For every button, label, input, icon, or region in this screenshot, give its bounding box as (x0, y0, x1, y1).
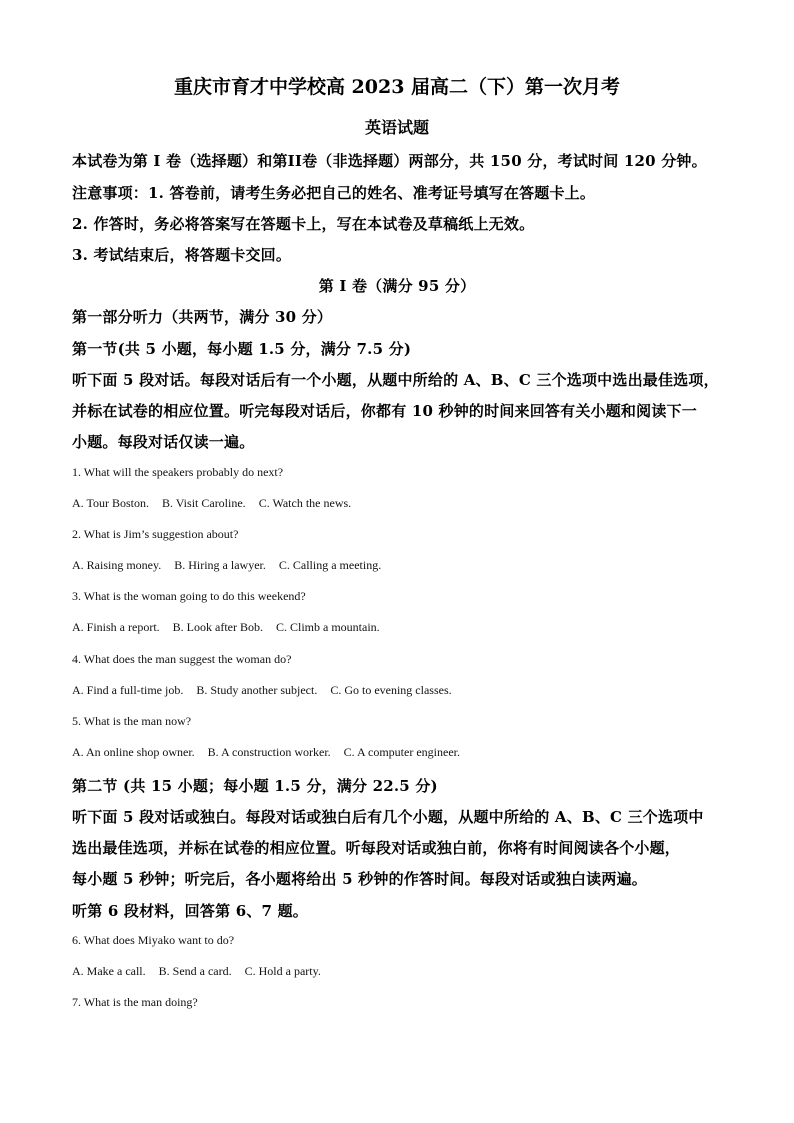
part1-title: 第一部分听力（共两节，满分 30 分） (72, 308, 333, 326)
question-stem: 2. What is Jim’s suggestion about? (72, 527, 239, 541)
question-stem: 4. What does the man suggest the woman do? (72, 652, 292, 666)
option-c: C. Calling a meeting. (278, 558, 382, 572)
option-b: B. Visit Caroline. (161, 496, 246, 510)
question-options (72, 496, 361, 511)
note-3: 3. 考试结束后，将答题卡交回。 (72, 246, 292, 264)
option-a: A. Tour Boston. (72, 496, 149, 510)
question-options (72, 558, 391, 573)
option-b: B. A construction worker. (207, 745, 331, 759)
question-stem: 6. What does Miyako want to do? (72, 933, 235, 947)
option-b: B. Hiring a lawyer. (174, 558, 266, 572)
option-c: C. Hold a party. (244, 964, 321, 978)
section1-directions-line: 小题。每段对话仅读一遍。 (72, 433, 255, 451)
option-a: A. Raising money. (72, 558, 162, 572)
question-stem: 7. What is the man doing? (72, 995, 198, 1009)
option-c: C. Climb a mountain. (275, 620, 380, 634)
page-title: 重庆市育才中学校高 2023 届高二（下）第一次月考 (173, 76, 621, 98)
intro-text: 本试卷为第 I 卷（选择题）和第II卷（非选择题）两部分，共 150 分，考试时间 120 分钟。 (72, 152, 707, 170)
question-options (72, 745, 470, 760)
option-c: C. Go to evening classes. (330, 683, 452, 697)
question-stem: 1. What will the speakers probably do next? (72, 465, 284, 479)
section2-directions-line: 选出最佳选项，并标在试卷的相应位置。听每段对话或独白前，你将有时间阅读各个小题， (72, 839, 681, 857)
option-a: A. An online shop owner. (72, 745, 195, 759)
subject-title: 英语试题 (364, 118, 429, 137)
option-c: C. A computer engineer. (343, 745, 460, 759)
question-options (72, 620, 390, 635)
option-a: A. Find a full-time job. (72, 683, 184, 697)
material-6-heading: 听第 6 段材料，回答第 6、7 题。 (72, 902, 309, 920)
option-b: B. Look after Bob. (172, 620, 263, 634)
section1-title: 第一节(共 5 小题，每小题 1.5 分，满分 7.5 分) (72, 340, 412, 358)
section2-title: 第二节 (共 15 小题；每小题 1.5 分，满分 22.5 分) (72, 777, 438, 795)
option-c: C. Watch the news. (258, 496, 352, 510)
option-b: B. Study another subject. (196, 683, 318, 697)
section1-directions-line: 听下面 5 段对话。每段对话后有一个小题，从题中所给的 A、B、C 三个选项中选出最佳选项， (72, 371, 719, 389)
note-1: 注意事项：1. 答卷前，请考生务必把自己的姓名、准考证号填写在答题卡上。 (72, 184, 596, 202)
note-2: 2. 作答时，务必将答案写在答题卡上，写在本试卷及草稿纸上无效。 (72, 215, 535, 233)
section2-directions-line: 听下面 5 段对话或独白。每段对话或独白后有几个小题，从题中所给的 A、B、C 三个选项中 (72, 808, 704, 826)
question-options (72, 964, 331, 979)
question-options (72, 683, 462, 698)
option-b: B. Send a card. (158, 964, 232, 978)
question-stem: 5. What is the man now? (72, 714, 192, 728)
question-stem: 3. What is the woman going to do this weekend? (72, 589, 306, 603)
section1-directions-line: 并标在试卷的相应位置。听完每段对话后，你都有 10 秒钟的时间来回答有关小题和阅读下一 (72, 402, 697, 420)
option-a: A. Make a call. (72, 964, 146, 978)
section2-directions-line: 每小题 5 秒钟；听完后，各小题将给出 5 秒钟的作答时间。每段对话或独白读两遍。 (72, 870, 647, 888)
option-a: A. Finish a report. (72, 620, 160, 634)
volume-title: 第 I 卷（满分 95 分） (318, 277, 476, 295)
